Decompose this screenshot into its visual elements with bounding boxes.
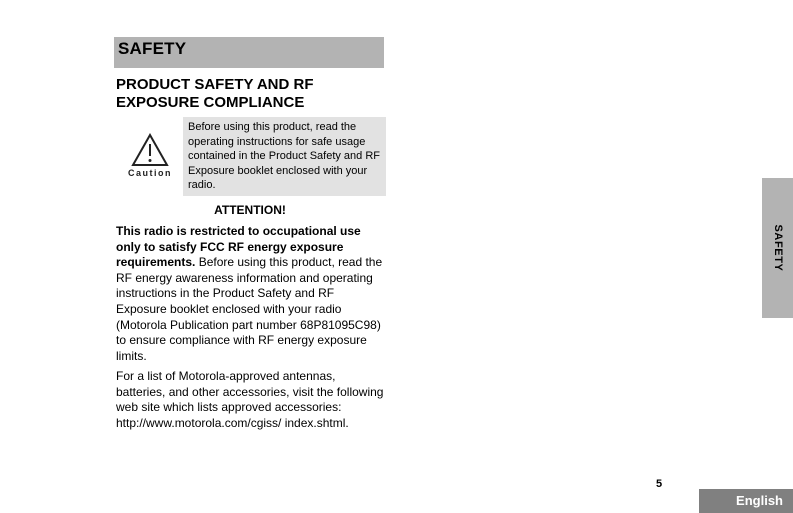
accessories-paragraph: For a list of Motorola-approved antennas, batteries, and other accessories, visit the following web site which lists approved accessories: http://www.motorola.com/cgiss/ index.shtml. [116, 369, 384, 430]
page-number: 5 [656, 478, 663, 490]
side-tab-label: SAFETY [771, 224, 784, 272]
language-label: English [736, 493, 783, 508]
section-header [114, 37, 384, 68]
caution-icon-block [126, 130, 174, 180]
page-subheading: PRODUCT SAFETY AND RF EXPOSURE COMPLIANCE [116, 76, 314, 111]
restriction-paragraph [116, 224, 384, 364]
attention-heading: ATTENTION! [214, 203, 286, 217]
restriction-bold-text: This radio is restricted to occupational use only to satisfy FCC RF energy exposure requirements. [116, 224, 361, 270]
caution-box [183, 117, 386, 196]
side-tab [762, 178, 793, 318]
language-tab [699, 489, 793, 513]
restriction-body-text: Before using this product, read the RF energy awareness information and operating instructions in the Product Safety and RF Exposure booklet enclosed with your radio (Motorola Publication part number 68P81095C98) to ensure compliance with RF energy exposure limits. [116, 255, 383, 363]
caution-text: Before using this product, read the operating instructions for safe usage contained in the Product Safety and RF Exposure booklet enclosed with your radio. [188, 121, 381, 191]
warning-triangle-icon [131, 133, 169, 167]
caution-label: Caution [128, 168, 172, 178]
section-title: SAFETY [118, 39, 187, 58]
